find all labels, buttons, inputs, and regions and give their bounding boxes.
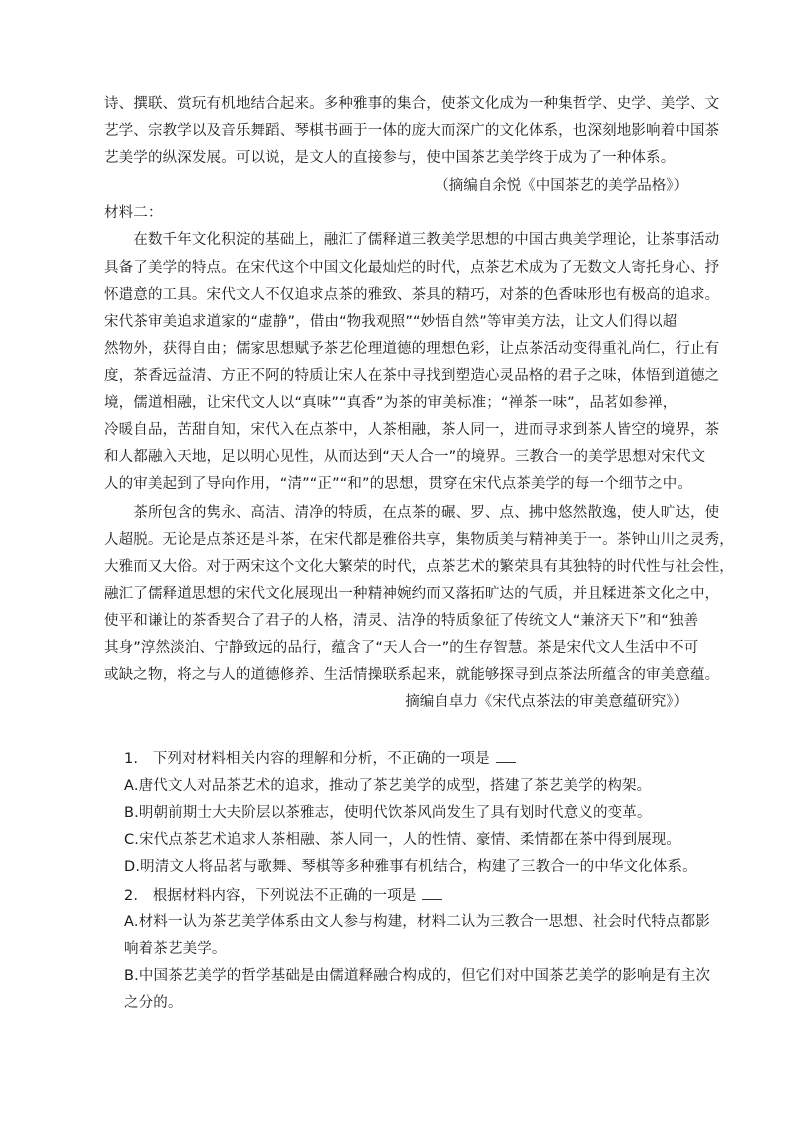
paragraph-line: 然物外，获得自由；儒家思想赋予茶艺伦理道德的理想色彩，让点茶活动变得重礼尚仁，行止有 xyxy=(104,341,720,357)
question-stem: 2. 根据材料内容，下列说法不正确的一项是 xyxy=(124,885,442,906)
paragraph-line: 宋代茶审美追求道家的“虚静”，借由“物我观照”“妙悟自然”等审美方法，让文人们得以超 xyxy=(104,314,678,330)
paragraph-line: 其身”淳然淡泊、宁静致远的品行，蕴含了“天人合一”的生存智慧。茶是宋代文人生活中不可 xyxy=(104,640,699,656)
paragraph-line: 境，儒道相融，让宋代文人以“真味”“真香”为茶的审美标准；“禅茶一味”，品茗如参禅， xyxy=(104,395,678,411)
question-stem: 1. 下列对材料相关内容的理解和分析，不正确的一项是 xyxy=(124,748,516,769)
paragraph-line: 人超脱。无论是点茶还是斗茶，在宋代都是雅俗共享，集物质美与精神美于一。茶钟山川之灵秀， xyxy=(104,532,734,548)
question-option[interactable]: D.明清文人将品茗与歌舞、琴棋等多种雅事有机结合，构建了三教合一的中华文化体系。 xyxy=(124,859,697,875)
question-option-continuation: 响着茶艺美学。 xyxy=(124,941,227,957)
question-option-continuation: 之分的。 xyxy=(124,995,183,1011)
paragraph-line: 艺美学的纵深发展。可以说，是文人的直接参与，使中国茶艺美学终于成为了一种体系。 xyxy=(104,150,676,166)
source-citation: 摘编自卓力《宋代点茶法的审美意蕴研究》） xyxy=(405,694,688,710)
paragraph-line: 度，茶香远益清、方正不阿的特质让宋人在茶中寻找到塑造心灵品格的君子之味，体悟到道德之 xyxy=(104,368,720,384)
paragraph-line: 艺学、宗教学以及音乐舞蹈、琴棋书画于一体的庞大而深广的文化体系，也深刻地影响着中国茶 xyxy=(104,123,720,139)
paragraph-line: 使平和谦让的茶香契合了君子的人格，清灵、洁净的特质象征了传统文人“兼济天下”和“独善 xyxy=(104,613,699,629)
paragraph-line: 冷暖自品，苦甜自知，宋代入在点茶中，人茶相融，茶人同一，进而寻求到茶人皆空的境界，茶 xyxy=(104,422,720,438)
section-heading: 材料二： xyxy=(104,205,163,221)
answer-blank[interactable] xyxy=(496,748,516,763)
source-citation: （摘编自余悦《中国茶艺的美学品格》） xyxy=(434,178,688,194)
paragraph-line: 和人都融入天地，足以明心见性，从而达到“天人合一”的境界。三教合一的美学思想对宋代文 xyxy=(104,449,706,465)
question-option[interactable]: A.材料一认为茶艺美学体系由文人参与构建，材料二认为三教合一思想、社会时代特点都影 xyxy=(124,914,710,930)
paragraph-line: 大雅而又大俗。对于两宋这个文化大繁荣的时代，点茶艺术的繁荣具有其独特的时代性与社会性， xyxy=(104,559,734,575)
paragraph-line: 茶所包含的隽永、高洁、清净的特质，在点茶的碾、罗、点、拂中悠然散逸，使人旷达，使 xyxy=(104,505,720,521)
paragraph-line: 融汇了儒释道思想的宋代文化展现出一种精神婉约而又落拓旷达的气质，并且糅进茶文化之中， xyxy=(104,586,720,602)
paragraph-line: 诗、撰联、赏玩有机地结合起来。多种雅事的集合，使茶文化成为一种集哲学、史学、美学、文 xyxy=(104,96,720,112)
answer-blank[interactable] xyxy=(422,885,442,900)
question-option[interactable]: B.明朝前期士大夫阶层以茶雅志，使明代饮茶风尚发生了具有划时代意义的变革。 xyxy=(124,805,652,821)
question-option[interactable]: B.中国茶艺美学的哲学基础是由儒道释融合构成的，但它们对中国茶艺美学的影响是有主次 xyxy=(124,968,711,984)
paragraph-line: 人的审美起到了导向作用，“清”“正”“和”的思想，贯穿在宋代点茶美学的每一个细节之中。 xyxy=(104,476,693,492)
paragraph-line: 具备了美学的特点。在宋代这个中国文化最灿烂的时代，点茶艺术成为了无数文人寄托身心、抒 xyxy=(104,260,720,276)
paragraph-line: 怀遣意的工具。宋代文人不仅追求点茶的雅致、茶具的精巧，对茶的色香味形也有极高的追求。 xyxy=(104,287,720,303)
paragraph-line: 在数千年文化积淀的基础上，融汇了儒释道三教美学思想的中国古典美学理论，让茶事活动 xyxy=(104,232,720,248)
paragraph-line: 或缺之物，将之与人的道德修养、生活情操联系起来，就能够探寻到点茶法所蕴含的审美意蕴。 xyxy=(104,667,720,683)
question-option[interactable]: C.宋代点茶艺术追求人茶相融、茶人同一，人的性情、豪情、柔情都在茶中得到展现。 xyxy=(124,832,682,848)
question-option[interactable]: A.唐代文人对品茶艺术的追求，推动了茶艺美学的成型，搭建了茶艺美学的构架。 xyxy=(124,778,652,794)
